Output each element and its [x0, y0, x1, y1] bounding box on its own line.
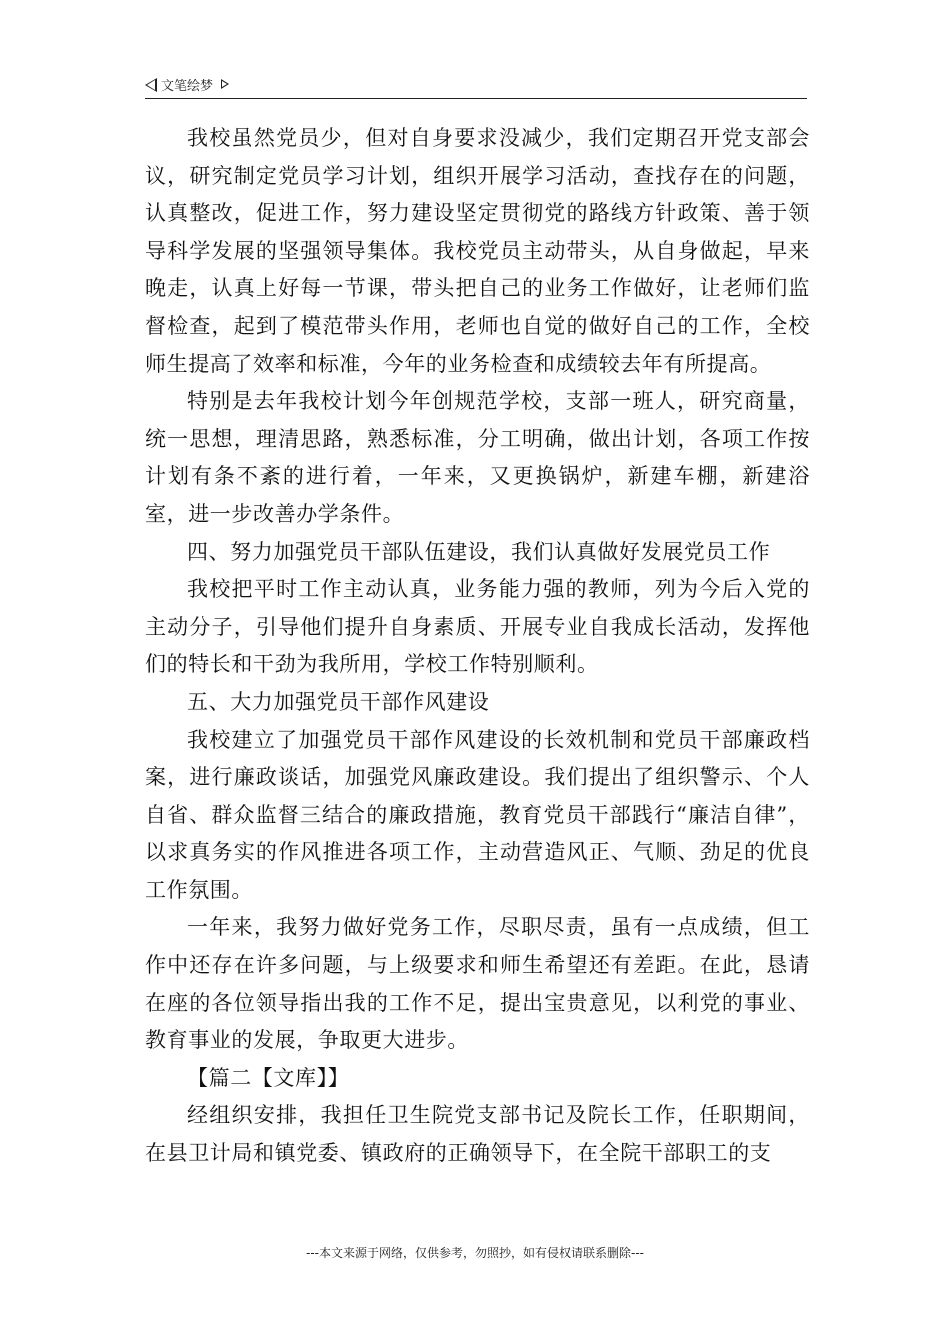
- header-title: 文笔绘梦: [161, 79, 214, 94]
- paragraph: 一年来，我努力做好党务工作，尽职尽责，虽有一点成绩，但工作中还存在许多问题，与上级要求和师生希望还有差距。在此，恳请在座的各位领导指出我的工作不足，提出宝贵意见，以利党的事业、教育事业的发展，争取更大进步。: [145, 915, 810, 1053]
- page-header: [145, 76, 807, 99]
- section-heading: 四、努力加强党员干部队伍建设，我们认真做好发展党员工作: [187, 539, 771, 564]
- paragraph: 经组织安排，我担任卫生院党支部书记及院长工作，任职期间，在县卫计局和镇党委、镇政府的正确领导下，在全院干部职工的支: [145, 1103, 810, 1166]
- paragraph: 特别是去年我校计划今年创规范学校，支部一班人，研究商量，统一思想，理清思路，熟悉标准，分工明确，做出计划，各项工作按计划有条不紊的进行着，一年来，又更换锅炉，新建车棚，新建浴室，进一步改善办学条件。: [145, 389, 810, 526]
- section-heading: 【篇二【文库】】: [187, 1065, 350, 1090]
- document-body: [145, 120, 810, 1173]
- paragraph: 我校虽然党员少，但对自身要求没减少，我们定期召开党支部会议，研究制定党员学习计划，组织开展学习活动，查找存在的问题，认真整改，促进工作，努力建设坚定贯彻党的路线方针政策、善于领导科学发展的坚强领导集体。我校党员主动带头，从自身做起，早来晚走，认真上好每一节课，带头把自己的业务工作做好，让老师们监督检查，起到了模范带头作用，老师也自觉的做好自己的工作，全校师生提高了效率和标准，今年的业务检查和成绩较去年有所提高。: [145, 126, 810, 376]
- right-triangle-icon: [221, 79, 229, 89]
- page-footer: ---本文来源于网络，仅供参考，勿照抄，如有侵权请联系删除---: [306, 1246, 644, 1260]
- paragraph: 我校把平时工作主动认真，业务能力强的教师，列为今后入党的主动分子，引导他们提升自身素质、开展专业自我成长活动，发挥他们的特长和干劲为我所用，学校工作特别顺利。: [145, 577, 810, 677]
- left-triangle-icon: [145, 78, 157, 92]
- paragraph: 我校建立了加强党员干部作风建设的长效机制和党员干部廉政档案，进行廉政谈话，加强党风廉政建设。我们提出了组织警示、个人自省、群众监督三结合的廉政措施，教育党员干部践行“廉洁自律”，以求真务实的作风推进各项工作，主动营造风正、气顺、劲足的优良工作氛围。: [145, 727, 810, 902]
- section-heading: 五、大力加强党员干部作风建设: [187, 689, 490, 714]
